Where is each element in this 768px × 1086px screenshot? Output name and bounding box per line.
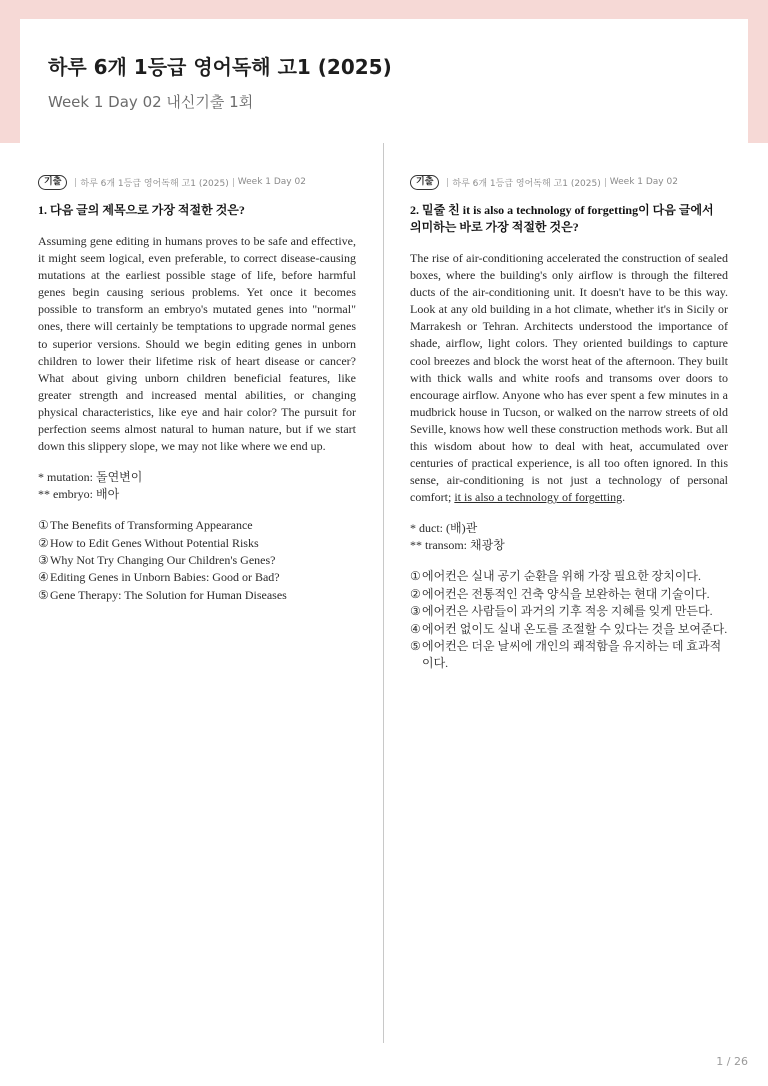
source-badge: 기출 xyxy=(38,175,67,190)
answer-option-4[interactable]: ④ Editing Genes in Unborn Babies: Good or Bad? xyxy=(38,570,280,585)
week-label: Week 1 Day 02 xyxy=(609,177,678,187)
question-2-meta xyxy=(410,174,728,190)
answer-option-3[interactable]: ③ Why Not Try Changing Our Children's Genes? xyxy=(38,553,276,568)
question-2-title: 2. 밑줄 친 it is also a technology of forgetting이 다음 글에서 의미하는 바로 가장 적절한 것은? xyxy=(410,203,714,234)
question-2 xyxy=(410,174,728,673)
footnote: ** transom: 채광창 xyxy=(410,538,505,553)
page-title: 하루 6개 1등급 영어독해 고1 (2025) xyxy=(48,55,392,79)
question-2-options xyxy=(410,568,728,672)
question-1-title: 1. 다음 글의 제목으로 가장 적절한 것은? xyxy=(38,203,245,217)
book-name: 하루 6개 1등급 영어독해 고1 (2025) xyxy=(80,178,229,189)
answer-option-1[interactable]: ① 에어컨은 실내 공기 순환을 위해 가장 필요한 장치이다. xyxy=(410,569,702,584)
page-number: 1 / 26 xyxy=(716,1055,748,1068)
meta-separator xyxy=(75,178,76,187)
answer-option-2[interactable]: ② How to Edit Genes Without Potential Risks xyxy=(38,535,259,550)
answer-option-5[interactable]: ⑤ 에어컨은 더운 날씨에 개인의 쾌적함을 유지하는 데 효과적이다. xyxy=(410,639,722,671)
book-name: 하루 6개 1등급 영어독해 고1 (2025) xyxy=(452,178,601,189)
answer-option-4[interactable]: ④ 에어컨 없이도 실내 온도를 조절할 수 있다는 것을 보여준다. xyxy=(410,621,728,636)
passage-end: . xyxy=(622,490,626,505)
passage-text: The rise of air-conditioning accelerated the construction of sealed boxes, where the building's only airflow is through the filtered ducts of the air-conditioning unit. It doesn't have to be this way. Look at any old building in a hot climate, whether it's in Sicily or Marrakesh or Tehran. Architects understood the importance of shade, airflow, light colors. They oriented buildings to capture cool breezes and block the worst heat of the afternoon. They built with thick walls and white roofs and transoms over doors to encourage airflow. Anyone who has ever spent a few minutes in a mudbrick house in Tucson, or walked on the narrow streets of old Seville, knows how well these construction methods work. But all this wisdom about how to deal with heat, accumulated over centuries of practical experience, is all too often ignored. In this sense, air-conditioning is not just a technology of personal comfort; xyxy=(410,251,728,505)
page-subtitle: Week 1 Day 02 내신기출 1회 xyxy=(48,93,254,111)
footnote: * mutation: 돌연변이 xyxy=(38,470,143,485)
question-1-passage: Assuming gene editing in humans proves to be safe and effective, it might seem logical, even preferable, to correct disease-causing mutations at the earliest possible stage of life, before harmful genes begin causing serious problems. Yet once it becomes possible to transform an embryo's mutated genes into "normal" ones, there will certainly be temptations to upgrade normal genes to superior versions. Should we begin editing genes in unborn children to lower their lifetime risk of heart disease or cancer? What about giving unborn children beneficial features, like greater strength and increased mental abilities, or changing physical characteristics, like eye and hair color? The pursuit for perfection seems almost natural to human nature, but if we start down this slippery slope, we may not like where we end up. xyxy=(38,234,356,454)
source-badge: 기출 xyxy=(410,175,439,190)
week-label: Week 1 Day 02 xyxy=(237,177,306,187)
question-1 xyxy=(38,174,356,604)
meta-separator xyxy=(605,178,606,187)
question-1-options xyxy=(38,517,356,604)
footnote: ** embryo: 배아 xyxy=(38,487,120,502)
question-1-meta xyxy=(38,174,356,190)
answer-option-2[interactable]: ② 에어컨은 전통적인 건축 양식을 보완하는 현대 기술이다. xyxy=(410,586,710,601)
underlined-phrase: it is also a technology of forgetting xyxy=(454,490,623,505)
column-divider xyxy=(383,143,384,1043)
answer-option-3[interactable]: ③ 에어컨은 사람들이 과거의 기후 적응 지혜를 잊게 만든다. xyxy=(410,604,713,619)
answer-option-5[interactable]: ⑤ Gene Therapy: The Solution for Human Diseases xyxy=(38,587,287,602)
meta-separator xyxy=(233,178,234,187)
question-2-passage xyxy=(410,250,728,506)
answer-option-1[interactable]: ① The Benefits of Transforming Appearance xyxy=(38,518,253,533)
footnote: * duct: (배)관 xyxy=(410,521,478,536)
header-card xyxy=(20,19,748,143)
question-2-notes xyxy=(410,520,728,554)
question-1-notes xyxy=(38,469,356,503)
meta-separator xyxy=(447,178,448,187)
